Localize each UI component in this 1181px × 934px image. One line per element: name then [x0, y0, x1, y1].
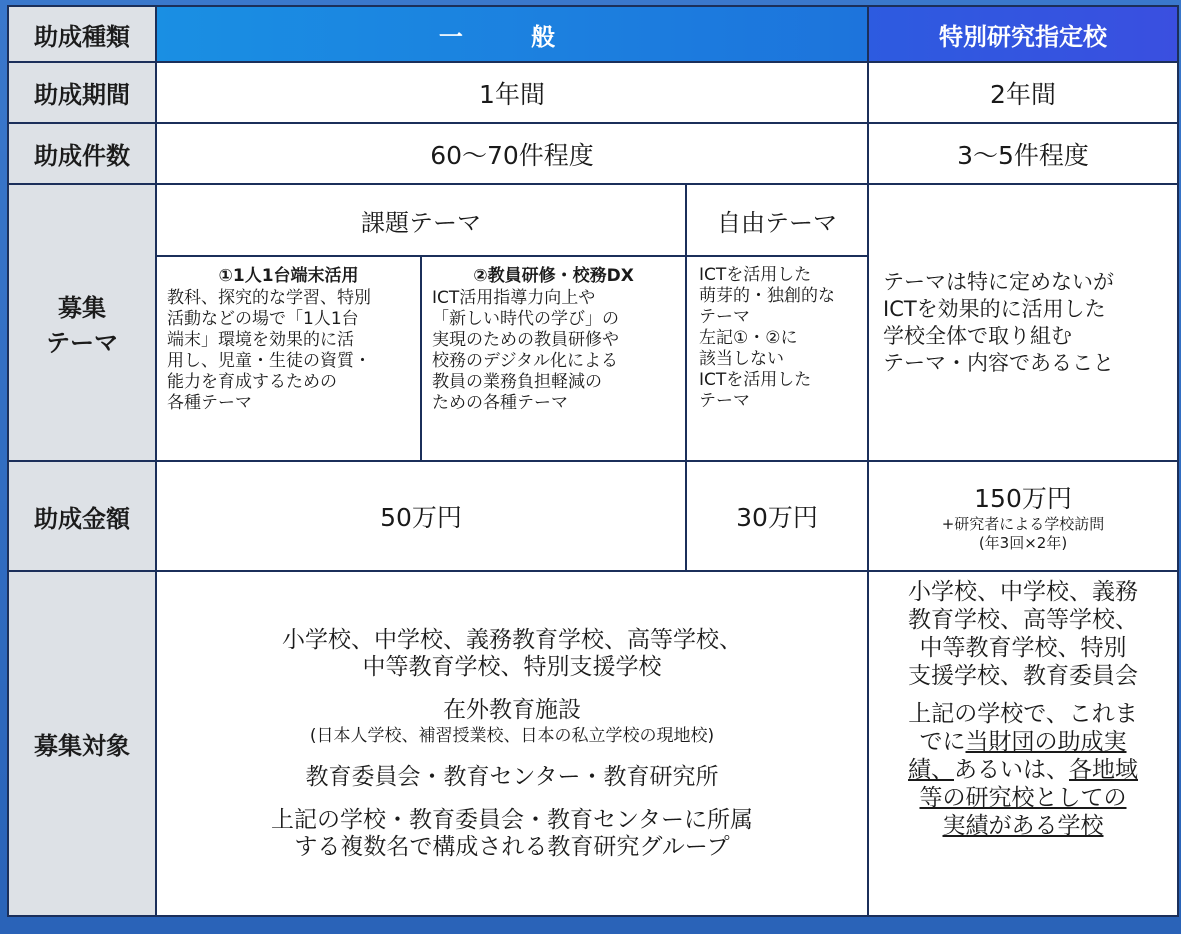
amount-special-note: (年3回×2年)	[978, 534, 1068, 552]
assigned-theme-2-line: 教員の業務負担軽減の	[432, 372, 602, 392]
amount-special	[868, 461, 1178, 571]
row-label-count: 助成件数	[8, 123, 156, 184]
assigned-theme-1-line: 用し、児童・生徒の資質・	[167, 351, 371, 371]
row-target	[8, 571, 1178, 916]
target-boards: 教育委員会・教育センター・教育研究所	[305, 763, 719, 790]
row-label-theme-line1: 募集	[58, 293, 106, 322]
row-label-type: 助成種類	[8, 6, 156, 62]
free-theme-line: 該当しない	[699, 349, 784, 369]
free-theme-line: ICTを活用した	[699, 370, 812, 390]
period-special: 2年間	[868, 62, 1178, 123]
count-general: 60〜70件程度	[156, 123, 868, 184]
amount-assigned: 50万円	[156, 461, 686, 571]
target-groups-line: する複数名で構成される教育研究グループ	[294, 833, 730, 860]
assigned-theme-1-line: 能力を育成するための	[167, 372, 337, 392]
assigned-theme-1-title: ①1人1台端末活用	[218, 266, 359, 286]
amount-special-note: +研究者による学校訪問	[941, 515, 1105, 533]
special-theme-line: テーマは特に定めないが	[883, 269, 1114, 294]
free-theme-detail	[686, 256, 868, 461]
cond-text: でに	[919, 729, 966, 755]
row-theme-labels	[8, 184, 1178, 256]
assigned-theme-2	[421, 256, 686, 461]
link-regional-record-end[interactable]: 実績がある学校	[942, 813, 1104, 839]
target-special	[868, 571, 1178, 916]
amount-free: 30万円	[686, 461, 868, 571]
period-general: 1年間	[156, 62, 868, 123]
assigned-theme-1-line: 端末」環境を効果的に活	[167, 330, 354, 350]
row-label-theme	[8, 184, 156, 461]
free-theme-line: テーマ	[699, 307, 750, 327]
target-general	[156, 571, 868, 916]
special-theme-line: テーマ・内容であること	[883, 350, 1114, 375]
count-special: 3〜5件程度	[868, 123, 1178, 184]
assigned-theme-2-line: ための各種テーマ	[432, 393, 568, 413]
cond-text: あるいは、	[954, 757, 1069, 783]
assigned-theme-2-line: 校務のデジタル化による	[432, 351, 618, 371]
link-regional-record-cont[interactable]: 等の研究校としての	[919, 785, 1127, 811]
column-header-general: 一 般	[156, 6, 868, 62]
row-label-period: 助成期間	[8, 62, 156, 123]
target-special-condition	[869, 728, 1177, 756]
target-special-line: 小学校、中学校、義務	[908, 579, 1138, 605]
row-label-target: 募集対象	[8, 571, 156, 916]
row-type	[8, 6, 1178, 62]
link-regional-record[interactable]: 各地域	[1069, 757, 1138, 783]
row-label-theme-line2: テーマ	[46, 328, 118, 357]
special-theme-line: ICTを効果的に活用した	[883, 296, 1106, 321]
target-special-condition	[869, 756, 1177, 784]
assigned-theme-1-line: 各種テーマ	[167, 393, 252, 413]
target-special-line: 支援学校、教育委員会	[908, 663, 1138, 689]
assigned-theme-2-line: 「新しい時代の学び」の	[432, 309, 619, 329]
free-theme-label: 自由テーマ	[686, 184, 868, 256]
assigned-theme-2-title: ②教員研修・校務DX	[473, 266, 634, 286]
row-count	[8, 123, 1178, 184]
link-foundation-record[interactable]: 当財団の助成実	[965, 729, 1127, 755]
assigned-theme-label: 課題テーマ	[156, 184, 686, 256]
target-special-condition: 上記の学校で、これま	[908, 701, 1138, 727]
assigned-theme-1	[156, 256, 421, 461]
target-special-line: 中等教育学校、特別	[919, 635, 1127, 661]
row-period	[8, 62, 1178, 123]
free-theme-line: ICTを活用した	[699, 265, 812, 285]
amount-special-main: 150万円	[974, 484, 1072, 513]
row-label-amount: 助成金額	[8, 461, 156, 571]
row-amount	[8, 461, 1178, 571]
free-theme-line: 左記①・②に	[699, 328, 798, 348]
link-foundation-record-cont[interactable]: 績、	[908, 757, 954, 783]
special-theme-cell	[868, 184, 1178, 461]
target-overseas-note: (日本人学校、補習授業校、日本の私立学校の現地校)	[309, 725, 715, 746]
free-theme-line: 萌芽的・独創的な	[699, 286, 835, 306]
assigned-theme-2-line: 実現のための教員研修や	[432, 330, 619, 350]
target-overseas: 在外教育施設	[443, 696, 581, 723]
target-special-line: 教育学校、高等学校、	[908, 607, 1138, 633]
target-schools-line: 中等教育学校、特別支援学校	[362, 653, 662, 680]
free-theme-line: テーマ	[699, 391, 750, 411]
special-theme-line: 学校全体で取り組む	[883, 323, 1072, 348]
grant-table	[7, 5, 1179, 917]
assigned-theme-1-line: 活動などの場で「1人1台	[167, 309, 359, 329]
target-groups-line: 上記の学校・教育委員会・教育センターに所属	[270, 806, 754, 833]
column-header-special: 特別研究指定校	[868, 6, 1178, 62]
assigned-theme-2-line: ICT活用指導力向上や	[432, 288, 596, 308]
target-schools-line: 小学校、中学校、義務教育学校、高等学校、	[282, 626, 742, 653]
assigned-theme-1-line: 教科、探究的な学習、特別	[167, 288, 371, 308]
